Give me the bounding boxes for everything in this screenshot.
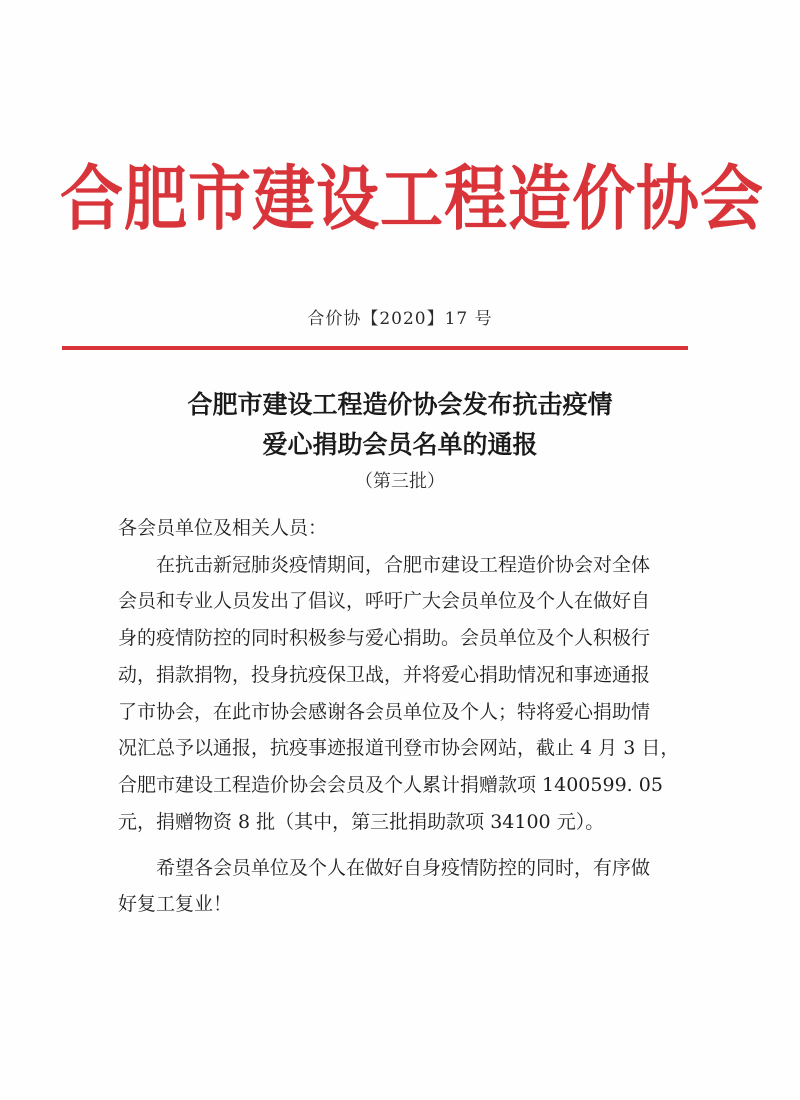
paragraph-1-line: 况汇总予以通报，抗疫事迹报道刊登市协会网站，截止 4 月 3 日，	[118, 737, 680, 759]
paragraph-2-line: 希望各会员单位及个人在做好自身疫情防控的同时，有序做	[156, 857, 651, 879]
document-title-line-1: 合肥市建设工程造价协会发布抗击疫情	[187, 390, 613, 419]
batch-label: （第三批）	[355, 471, 445, 492]
paragraph-1-line: 身的疫情防控的同时积极参与爱心捐助。会员单位及个人积极行	[118, 627, 651, 649]
paragraph-2-line: 好复工复业！	[118, 893, 233, 915]
organization-header: 合肥市建设工程造价协会	[60, 156, 764, 240]
paragraph-1-line: 在抗击新冠肺炎疫情期间，合肥市建设工程造价协会对全体	[156, 554, 651, 576]
paragraph-1-line: 合肥市建设工程造价协会会员及个人累计捐赠款项 1400599. 05	[118, 774, 663, 796]
paragraph-1-line: 了市协会，在此市协会感谢各会员单位及个人；特将爱心捐助情	[118, 701, 651, 723]
paragraph-1-line: 会员和专业人员发出了倡议，呼吁广大会员单位及个人在做好自	[118, 590, 651, 612]
red-divider-line	[62, 346, 688, 350]
paragraph-1-line: 动，捐款捐物，投身抗疫保卫战，并将爱心捐助情况和事迹通报	[118, 664, 651, 686]
document-number: 合价协【2020】17 号	[307, 309, 493, 329]
paragraph-1-line: 元，捐赠物资 8 批（其中，第三批捐助款项 34100 元）。	[118, 811, 605, 833]
salutation: 各会员单位及相关人员：	[118, 517, 328, 539]
document-title-line-2: 爱心捐助会员名单的通报	[262, 430, 538, 459]
